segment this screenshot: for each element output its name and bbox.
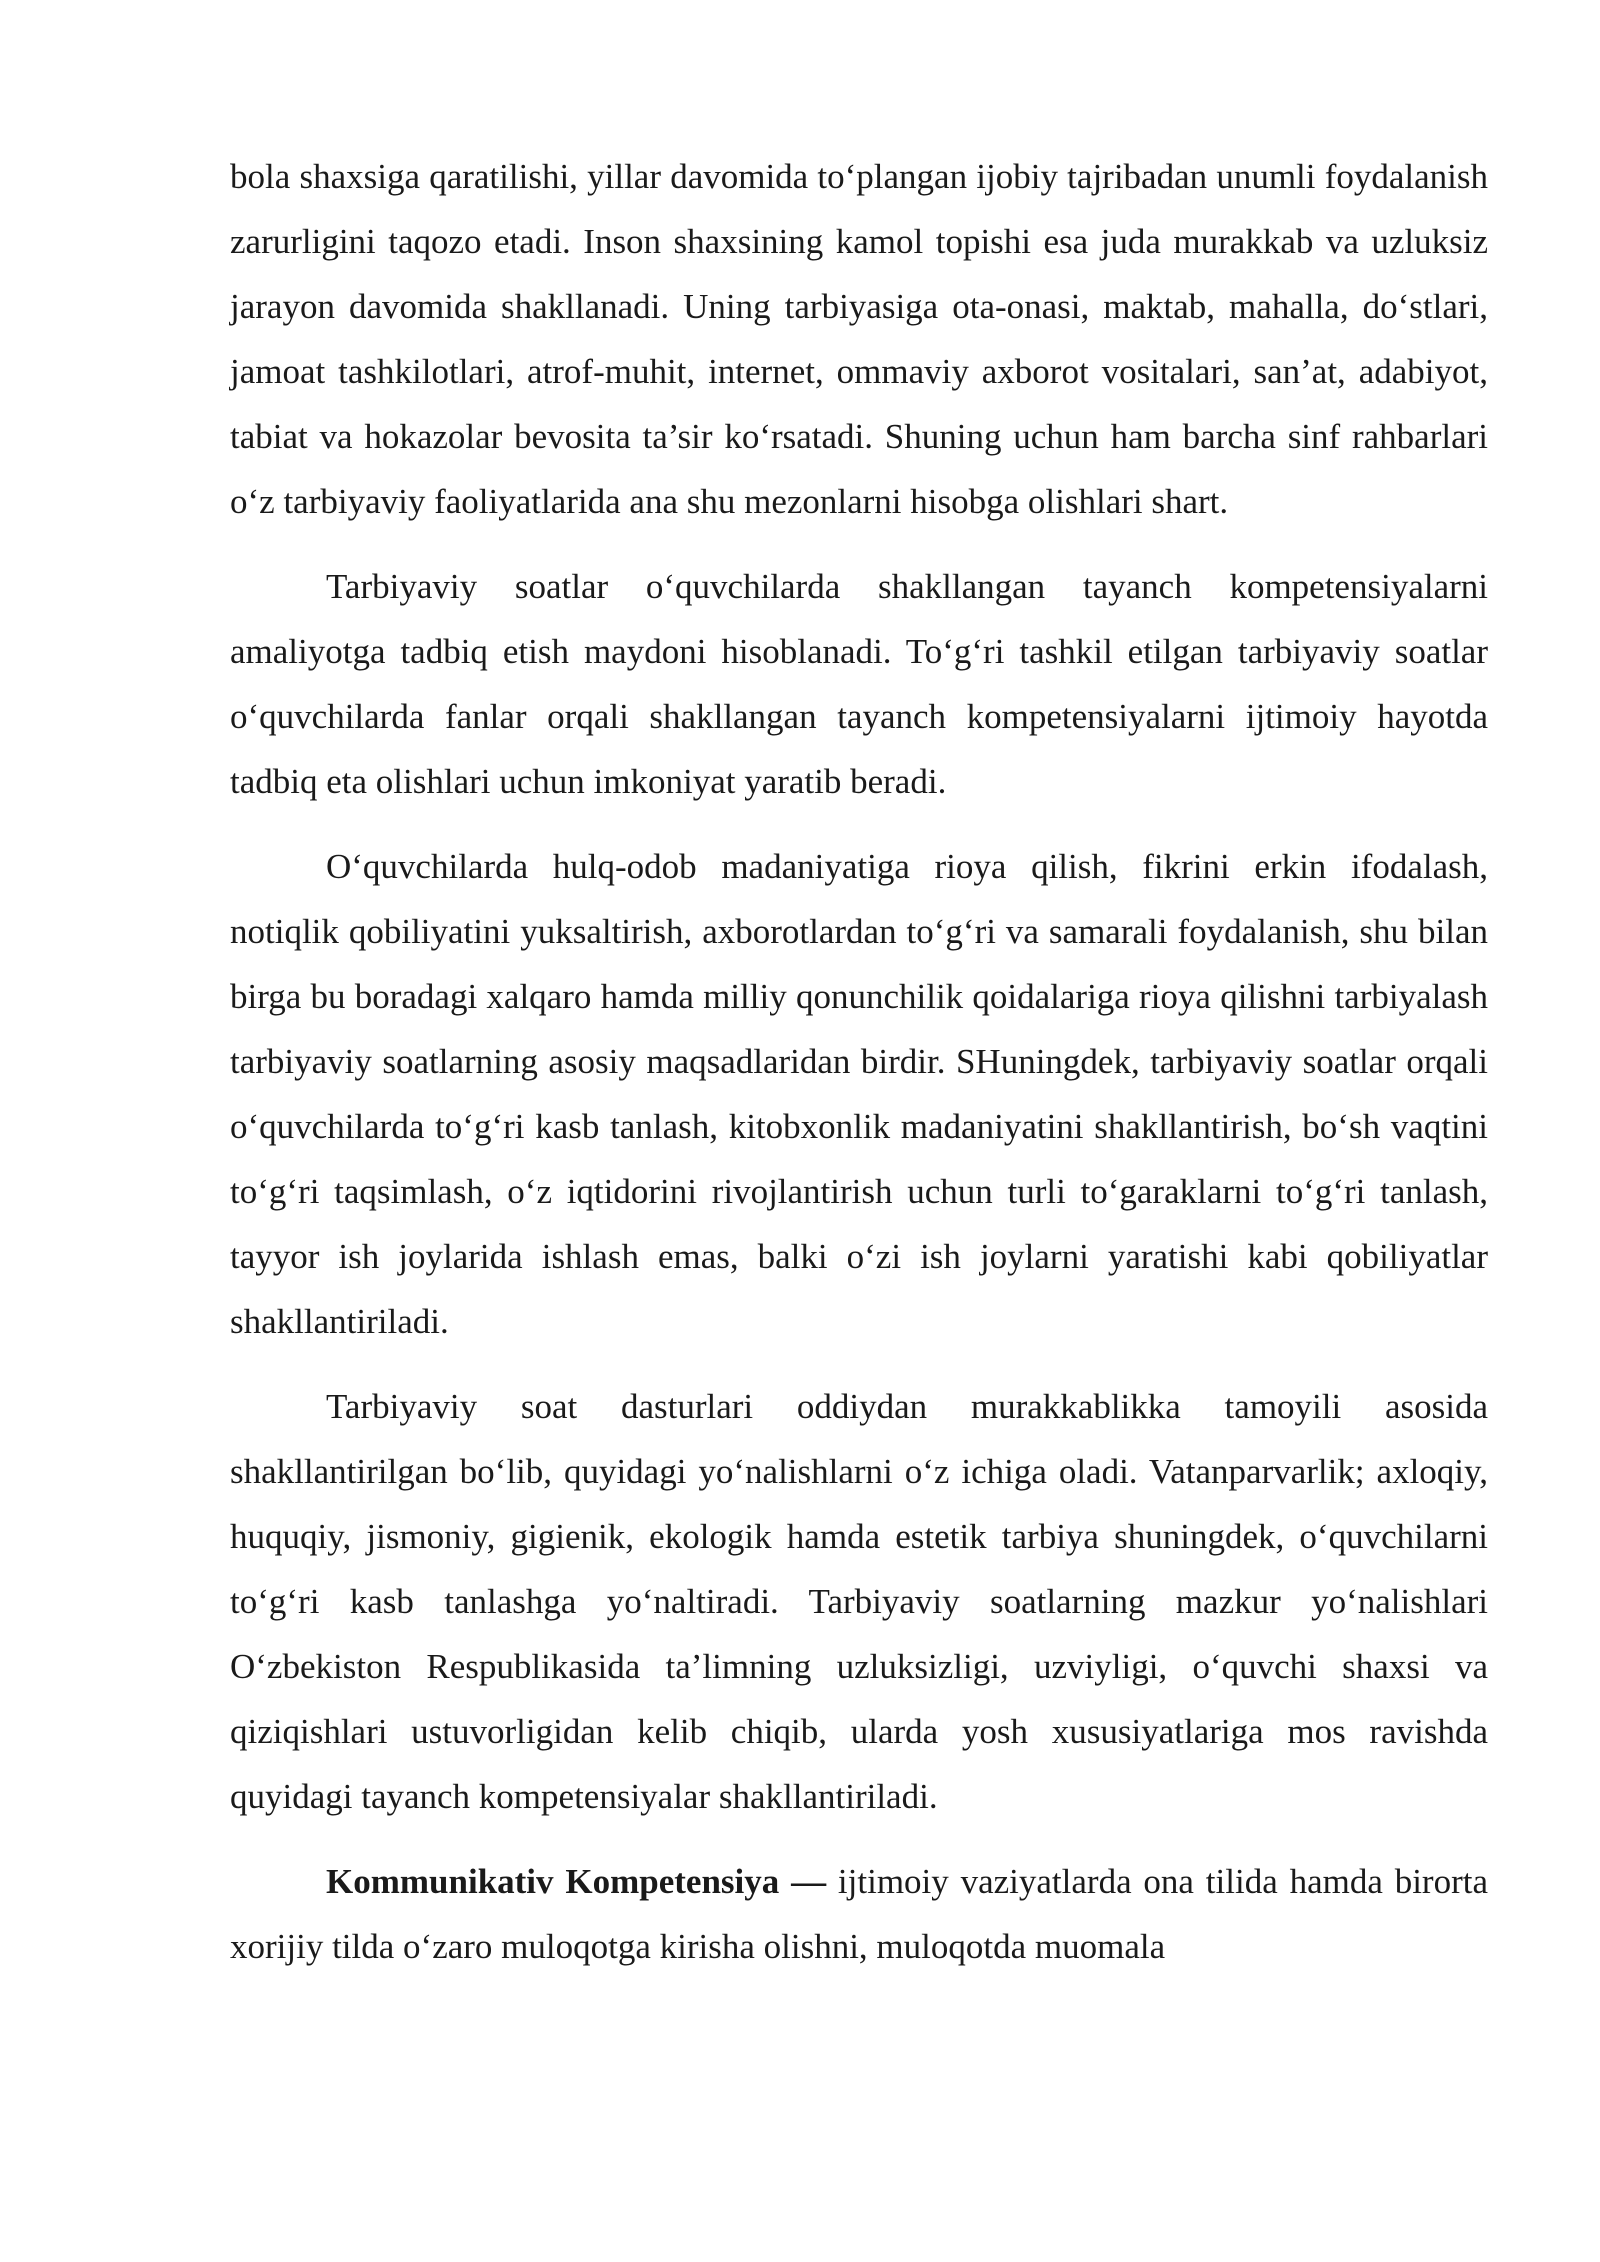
- document-page: [230, 144, 1488, 1979]
- paragraph-2: [230, 554, 1488, 814]
- paragraph-2-text: Tarbiyaviy soatlar o‘quvchilarda shakllangan tayanch kompetensiyalarni amaliyotga tadbiq etish maydoni hisoblanadi. To‘g‘ri tashkil etilgan tarbiyaviy soatlar o‘quvchilarda fanlar orqali shakllangan tayanch kompetensiyalarni ijtimoiy hayotda tadbiq eta olishlari uchun imkoniyat yaratib beradi.: [230, 567, 1488, 801]
- paragraph-3-text: O‘quvchilarda hulq-odob madaniyatiga rioya qilish, fikrini erkin ifodalash, notiqlik qobiliyatini yuksaltirish, axborotlardan to‘g‘ri va samarali foydalanish, shu bilan birga bu boradagi xalqaro hamda milliy qonunchilik qoidalariga rioya qilishni tarbiyalash tarbiyaviy soatlarning asosiy maqsadlaridan birdir. SHuningdek, tarbiyaviy soatlar orqali o‘quvchilarda to‘g‘ri kasb tanlash, kitobxonlik madaniyatini shakllantirish, bo‘sh vaqtini to‘g‘ri taqsimlash, o‘z iqtidorini rivojlantirish uchun turli to‘garaklarni to‘g‘ri tanlash, tayyor ish joylarida ishlash emas, balki o‘zi ish joylarni yaratishi kabi qobiliyatlar shakllantiriladi.: [230, 847, 1488, 1341]
- paragraph-5-text: ijtimoiy vaziyatlarda ona tilida hamda birorta xorijiy tilda o‘zaro muloqotga kirisha olishni, muloqotda muomala: [230, 1862, 1488, 1966]
- paragraph-4-text: Tarbiyaviy soat dasturlari oddiydan murakkablikka tamoyili asosida shakllantirilgan bo‘lib, quyidagi yo‘nalishlarni o‘z ichiga oladi. Vatanparvarlik; axloqiy, huquqiy, jismoniy, gigienik, ekologik hamda estetik tarbiya shuningdek, o‘quvchilarni to‘g‘ri kasb tanlashga yo‘naltiradi. Tarbiyaviy soatlarning mazkur yo‘nalishlari O‘zbekiston Respublikasida ta’limning uzluksizligi, uzviyligi, o‘quvchi shaxsi va qiziqishlari ustuvorligidan kelib chiqib, ularda yosh xususiyatlariga mos ravishda quyidagi tayanch kompetensiyalar shakllantiriladi.: [230, 1387, 1488, 1816]
- term-heading: Kommunikativ Kompetensiya: [326, 1862, 780, 1901]
- paragraph-3: [230, 834, 1488, 1354]
- paragraph-5: [230, 1849, 1488, 1979]
- paragraph-1-text: bola shaxsiga qaratilishi, yillar davomida to‘plangan ijobiy tajribadan unumli foydalanish zarurligini taqozo etadi. Inson shaxsining kamol topishi esa juda murakkab va uzluksiz jarayon davomida shakllanadi. Uning tarbiyasiga ota-onasi, maktab, mahalla, do‘stlari, jamoat tashkilotlari, atrof-muhit, internet, ommaviy axborot vositalari, san’at, adabiyot, tabiat va hokazolar bevosita ta’sir ko‘rsatadi. Shuning uchun ham barcha sinf rahbarlari o‘z tarbiyaviy faoliyatlarida ana shu mezonlarni hisobga olishlari shart.: [230, 157, 1488, 521]
- paragraph-4: [230, 1374, 1488, 1829]
- term-dash: —: [779, 1862, 838, 1901]
- paragraph-1: [230, 144, 1488, 534]
